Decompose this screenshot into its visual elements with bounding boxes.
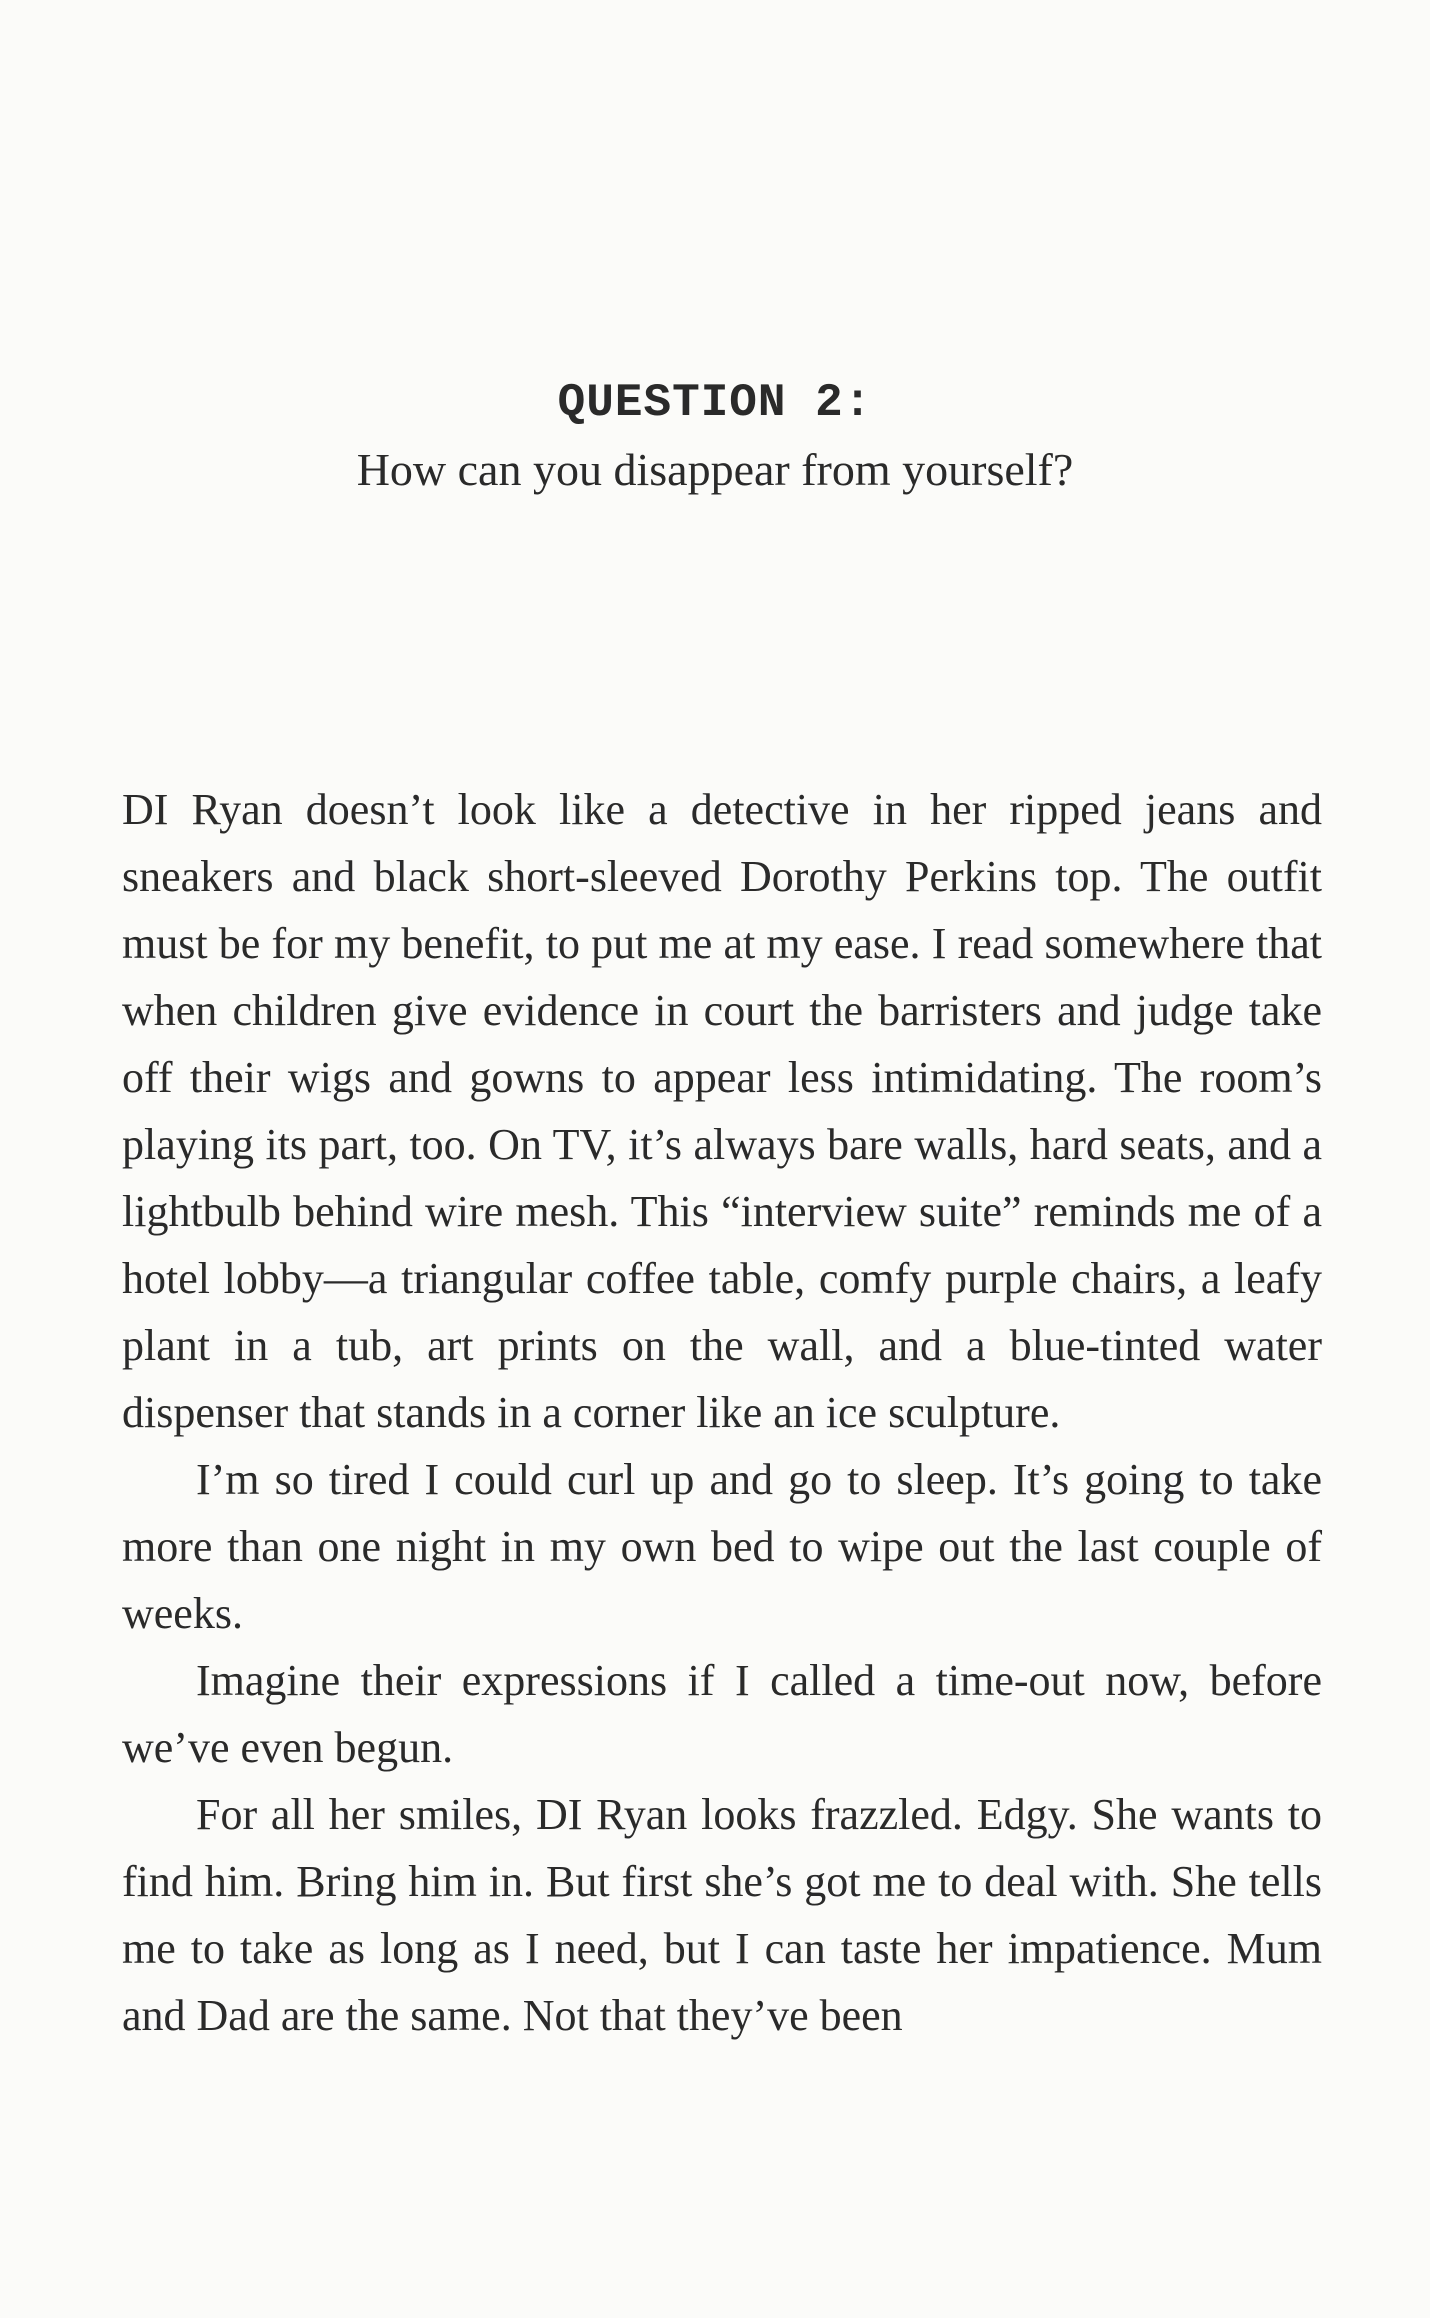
paragraph: For all her smiles, DI Ryan looks frazzled. Edgy. She wants to find him. Bring him in. But first she’s got me to deal with. She tells me to take as long as I need, but I can taste her impatience. Mum and Dad are the same. Not that they’ve been (122, 1790, 1322, 2040)
paragraph: DI Ryan doesn’t look like a detective in her ripped jeans and sneakers and black short-sleeved Dorothy Perkins top. The outfit must be for my benefit, to put me at my ease. I read somewhere that when children give evidence in court the barristers and judge take off their wigs and gowns to appear less intimidating. The room’s playing its part, too. On TV, it’s always bare walls, hard seats, and a lightbulb behind wire mesh. This “interview suite” reminds me of a hotel lobby—a triangular coffee table, comfy purple chairs, a leafy plant in a tub, art prints on the wall, and a blue-tinted water dispenser that stands in a corner like an ice sculpture. (122, 785, 1322, 1437)
body-text (122, 776, 1322, 2049)
chapter-subtitle: How can you disappear from yourself? (356, 444, 1074, 495)
paragraph: I’m so tired I could curl up and go to sleep. It’s going to take more than one night in my own bed to wipe out the last couple of weeks. (122, 1455, 1322, 1638)
paragraph: Imagine their expressions if I called a time-out now, before we’ve even begun. (122, 1656, 1322, 1772)
chapter-heading: QUESTION 2: (557, 377, 873, 429)
